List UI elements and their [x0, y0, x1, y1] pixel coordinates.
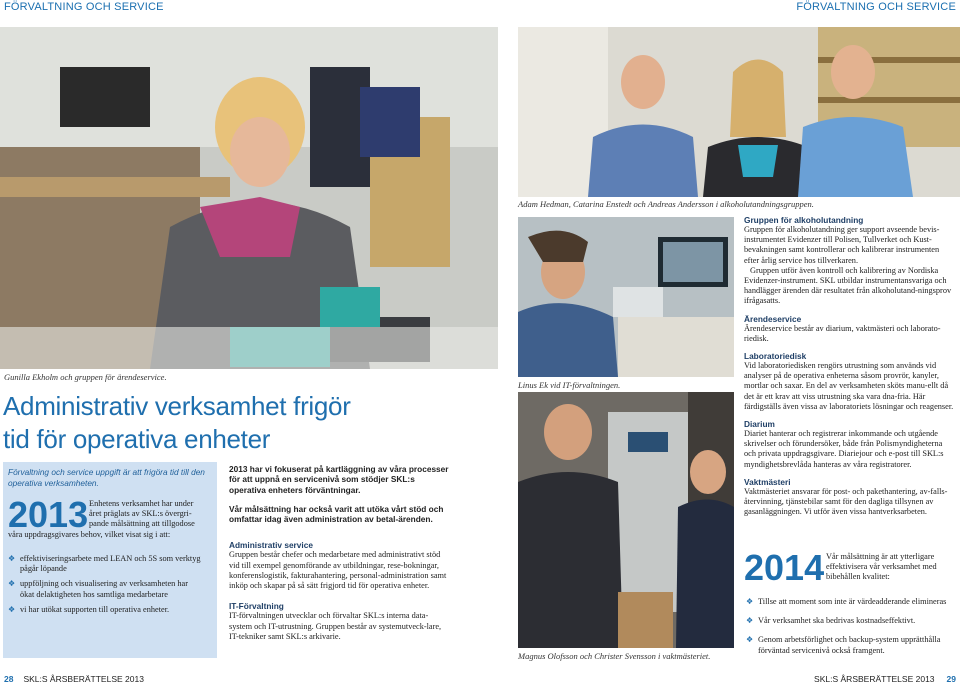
page-number-left: 28 — [4, 674, 14, 684]
running-header-left: FÖRVALTNING OCH SERVICE — [4, 1, 164, 13]
year-text-line: effektivisera vår verksamhet med — [826, 562, 937, 572]
achievements-list — [8, 554, 204, 620]
diamond-bullet-icon: ❖ — [8, 579, 16, 589]
section-text: Gruppen består chefer och medarbetare med administrativt stöd vid till exempel genomförande av utbildningar, rese-bokningar, konferenslogistik, fakturahantering, personal-administration samt inköp och skapar på så sätt frigjord tid för operativa enheter. — [229, 550, 447, 591]
year-text-line: pande målsättning att tillgodose — [89, 519, 195, 529]
section-janitorial — [744, 477, 954, 518]
middle-column — [229, 464, 449, 642]
section-heading: Ärendeservice — [744, 313, 802, 324]
year-2013-text-cont: våra uppdragsgivares behov, vilket visat sig i att: — [8, 530, 171, 539]
list-item — [8, 579, 204, 599]
list-item-text: Vår verksamhet ska bedrivas kostnadseffektivt. — [758, 616, 916, 626]
section-case-service — [744, 314, 954, 344]
running-header-right: FÖRVALTNING OCH SERVICE — [796, 1, 956, 13]
list-item — [746, 616, 956, 626]
list-item-text: Genom arbetsförlighet och backup-system upprätthålla förväntad servicenivå också framgent. — [758, 635, 941, 655]
title-line-1: Administrativ verksamhet frigör — [3, 391, 351, 421]
section-heading: Administrativ service — [229, 540, 313, 551]
section-text: Vaktmästeriet ansvarar för post- och pakethantering, av-falls-återvinning, tjänstebilar samt för den dagliga tillsynen av gasanläggningen. Vi utför även vissa hantverksarbeten. — [744, 486, 948, 517]
section-text: Gruppen utför även kontroll och kalibrering av Nordiska Evidenzer-instrument. SKL utbildar instrumentansvariga och handlägger ärenden där resultatet från alkoholutand-ningsprov ifrågasatts. — [744, 265, 952, 306]
section-it — [229, 601, 449, 642]
title-line-2: tid för operativa enheter — [3, 424, 271, 454]
right-column — [744, 215, 954, 517]
section-text: IT-förvaltningen utvecklar och förvaltar SKL:s interna data-system och IT-utrustning. Gruppen består av systemutveck-lare, IT-tekniker samt SKL:s arkivarie. — [229, 611, 442, 641]
year-2013-text — [89, 499, 215, 530]
section-heading: Laboratoriedisk — [744, 351, 807, 362]
section-text: Gruppen för alkoholutandning ger support avseende bevis-instrumentet Evidenzer till Polisen, Tullverket och Kust-bevakningen samt kontrollerar och kalibrerar instrumenten efter årlig service hos tillverkaren. — [744, 225, 940, 265]
section-breath-alcohol — [744, 215, 954, 307]
section-registry — [744, 419, 954, 470]
diamond-bullet-icon: ❖ — [8, 604, 16, 614]
year-text-line: Enhetens verksamhet har under — [89, 499, 194, 508]
section-text: Vid laboratoriedisken rengörs utrustning som används vid analyser på de operativa enheterna såsom provrör, kanyler, mortlar och saxar. En del av verksamheten sköts manu-ellt då det är ett krav att viss utrustning ska vara dna-fria. Här färdigställs även vissa av laboratoriets lösningar och reagenser. — [744, 361, 954, 411]
year-text-line: året präglats av SKL:s övergri- — [89, 509, 192, 519]
caption-office-photo: Gunilla Ekholm och gruppen för ärendeservice. — [4, 372, 167, 382]
goals-list — [746, 597, 956, 661]
summary-lead: Förvaltning och service uppgift är att frigöra tid till den operativa verksamheten. — [8, 467, 205, 488]
caption-janitorial-photo: Magnus Olofsson och Christer Svensson i vaktmästeriet. — [518, 651, 711, 661]
footer-text-right: SKL:S ÅRSBERÄTTELSE 2013 — [814, 674, 935, 684]
section-heading: Vaktmästeri — [744, 476, 791, 487]
diamond-bullet-icon: ❖ — [746, 616, 754, 626]
year-2014: 2014 — [744, 547, 825, 588]
janitorial-photo — [518, 392, 734, 648]
section-heading: Diarium — [744, 419, 775, 430]
section-text: Diariet hanterar och registrerar inkommande och utgående skrivelser och förundersöker, både från Polismyndigheterna och privata uppdragsgivare. Diariejour och e-post till SKL:s myndighetsbrevlåda hanteras av våra registratorer. — [744, 429, 944, 469]
footer-left — [4, 669, 144, 687]
diamond-bullet-icon: ❖ — [746, 597, 754, 606]
summary-box — [3, 462, 217, 658]
section-heading: IT-Förvaltning — [229, 601, 284, 612]
diamond-bullet-icon: ❖ — [746, 635, 754, 645]
section-text: Ärendeservice består av diarium, vaktmästeri och laborato-riedisk. — [744, 323, 941, 343]
footer-right — [814, 669, 956, 687]
diamond-bullet-icon: ❖ — [8, 554, 16, 563]
list-item — [746, 635, 956, 655]
section-heading: Gruppen för alkoholutandning — [744, 215, 864, 225]
page-number-right: 29 — [946, 674, 956, 684]
caption-it-photo: Linus Ek vid IT-förvaltningen. — [518, 380, 621, 390]
focus-paragraph: 2013 har vi fokuserat på kartläggning av våra processer för att uppnå en servicenivå som stödjer SKL:s operativa enheters förväntningar. — [229, 464, 449, 495]
list-item — [8, 605, 204, 615]
office-photo — [0, 27, 498, 369]
goal-paragraph: Vår målsättning har också varit att utöka vårt stöd och omfattar idag även administration av betal-ärenden. — [229, 503, 444, 525]
year-text-line: bibehållen kvalitet: — [826, 572, 890, 582]
footer-text-left: SKL:S ÅRSBERÄTTELSE 2013 — [23, 674, 144, 684]
year-2014-text — [826, 552, 956, 583]
list-item — [8, 554, 204, 574]
list-item-text: uppföljning och visualisering av verksamheten har ökat delaktigheten hos samtliga medarbetare — [20, 579, 188, 599]
list-item-text: effektiviseringsarbete med LEAN och 5S som verktyg pågår löpande — [20, 554, 201, 574]
team-photo — [518, 27, 960, 197]
it-photo — [518, 217, 734, 377]
list-item — [746, 597, 956, 607]
caption-team-photo: Adam Hedman, Catarina Enstedt och Andreas Andersson i alkoholutandningsgruppen. — [518, 199, 814, 209]
article-title — [3, 390, 351, 456]
section-admin-service — [229, 540, 449, 591]
section-lab-desk — [744, 351, 954, 412]
year-2013: 2013 — [8, 494, 89, 535]
list-item-text: Tillse att moment som inte är värdeadderande elimineras — [758, 597, 947, 606]
year-text-line: Vår målsättning är att ytterligare — [826, 552, 935, 561]
list-item-text: vi har utökat supporten till operativa enheter. — [20, 604, 170, 614]
